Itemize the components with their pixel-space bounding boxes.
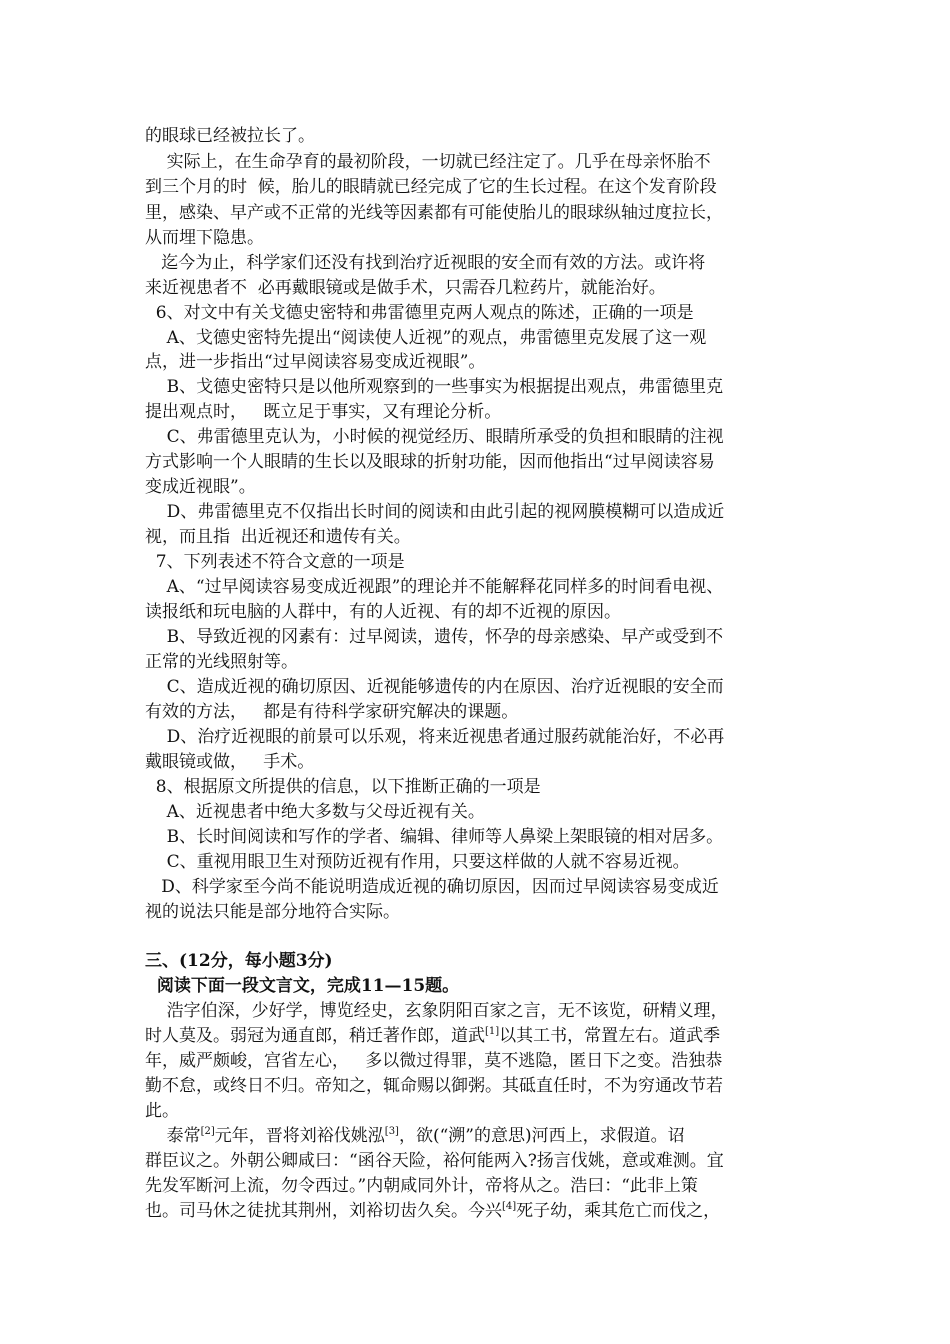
- question-7-stem: 7、下列表述不符合文意的一项是: [145, 552, 405, 572]
- option-line: D、科学家至今尚不能说明造成近视的确切原因，因而过早阅读容易变成近: [145, 877, 719, 897]
- option-line: D、弗雷德里克不仅指出长时间的阅读和由此引起的视网膜模糊可以造成近: [145, 502, 725, 522]
- option-line: B、导致近视的冈素有：过早阅读，遗传，怀孕的母亲感染、早产或受到不: [145, 627, 724, 647]
- text-line: 迄今为止，科学家们还没有找到治疗近视眼的安全而有效的方法。或许将: [145, 253, 706, 273]
- option-line: 提出观点时， 既立足于事实，又有理论分析。: [145, 402, 502, 422]
- option-line: 有效的方法， 都是有待科学家研究解决的课题。: [145, 702, 519, 722]
- option-line: 视的说法只能是部分地符合实际。: [145, 902, 400, 922]
- classical-text-line: 此。: [145, 1101, 179, 1121]
- option-line: A、“过早阅读容易变成近视跟”的理论并不能解释花同样多的时间看电视、: [145, 577, 724, 597]
- classical-text-line: 群臣议之。外朝公卿咸曰：“函谷天险，裕何能两入?扬言伐姚，意或难测。宜: [145, 1151, 724, 1171]
- option-line: D、治疗近视眼的前景可以乐观，将来近视患者通过服药就能治好，不必再: [145, 727, 725, 747]
- text-line: 从而埋下隐患。: [145, 228, 264, 248]
- option-line: 戴眼镜或做， 手术。: [145, 752, 315, 772]
- classical-text-line: 勤不怠，或终日不归。帝知之，辄命赐以御粥。其砥直任时，不为穷通改节若: [145, 1076, 723, 1096]
- text-line: 来近视患者不 必再戴眼镜或是做手术，只需吞几粒药片，就能治好。: [145, 278, 666, 298]
- classical-text-line: 年，威严颇峻，宫省左心， 多以微过得罪，莫不逃隐，匿日下之变。浩独恭: [145, 1051, 723, 1071]
- section-heading: 三、(12分，每小题3分): [145, 951, 333, 971]
- section-instruction: 阅读下面一段文言文，完成11—15题。: [145, 976, 460, 996]
- classical-text-line: 泰常[2]元年，晋将刘裕伐姚泓[3]，欲(“溯”的意思)河西上，求假道。诏: [145, 1126, 685, 1146]
- option-line: A、戈德史密特先提出“阅读使人近视”的观点，弗雷德里克发展了这一观: [145, 328, 707, 348]
- option-line: 方式影响一个人眼睛的生长以及眼球的折射功能，因而他指出“过早阅读容易: [145, 452, 715, 472]
- text-line: 的眼球已经被拉长了。: [145, 126, 315, 146]
- option-line: 点，进一步指出“过早阅读容易变成近视眼”。: [145, 352, 486, 372]
- question-6-stem: 6、对文中有关戈德史密特和弗雷德里克两人观点的陈述，正确的一项是: [145, 303, 694, 323]
- footnote-marker: [2]: [200, 1126, 215, 1137]
- option-line: 变成近视眼”。: [145, 477, 256, 497]
- text-line: 实际上，在生命孕育的最初阶段，一切就已经注定了。几乎在母亲怀胎不: [145, 152, 711, 172]
- option-line: 视，而且指 出近视还和遗传有关。: [145, 527, 411, 547]
- option-line: B、戈德史密特只是以他所观察到的一些事实为根据提出观点，弗雷德里克: [145, 377, 724, 397]
- footnote-marker: [3]: [384, 1126, 399, 1137]
- text-line: 到三个月的时 候，胎儿的眼睛就已经完成了它的生长过程。在这个发育阶段: [145, 177, 717, 197]
- option-line: A、近视患者中绝大多数与父母近视有关。: [145, 802, 485, 822]
- option-line: C、造成近视的确切原因、近视能够遗传的内在原因、治疗近视眼的安全而: [145, 677, 724, 697]
- option-line: B、长时间阅读和写作的学者、编辑、律师等人鼻梁上架眼镜的相对居多。: [145, 827, 724, 847]
- classical-text-line: 浩字伯深，少好学，博览经史，玄象阴阳百家之言，无不该览，研精义理，: [145, 1001, 728, 1021]
- classical-text-line: 先发军断河上流，勿令西过。”内朝咸同外计，帝将从之。浩曰：“此非上策: [145, 1176, 698, 1196]
- footnote-marker: [4]: [502, 1201, 517, 1212]
- option-line: 读报纸和玩电脑的人群中，有的人近视、有的却不近视的原因。: [145, 602, 621, 622]
- option-line: C、弗雷德里克认为，小时候的视觉经历、眼睛所承受的负担和眼睛的注视: [145, 427, 724, 447]
- option-line: 正常的光线照射等。: [145, 652, 298, 672]
- classical-text-line: 时人莫及。弱冠为通直郎，稍迁著作郎，道武[1]以其工书，常置左右。道武季: [145, 1026, 721, 1046]
- text-line: 里，感染、早产或不正常的光线等因素都有可能使胎儿的眼球纵轴过度拉长，: [145, 203, 723, 223]
- question-8-stem: 8、根据原文所提供的信息，以下推断正确的一项是: [145, 777, 541, 797]
- classical-text-line: 也。司马休之徒扰其荆州，刘裕切齿久矣。今兴[4]死子幼，乘其危亡而伐之，: [145, 1201, 721, 1221]
- footnote-marker: [1]: [485, 1026, 500, 1037]
- option-line: C、重视用眼卫生对预防近视有作用，只要这样做的人就不容易近视。: [145, 852, 690, 872]
